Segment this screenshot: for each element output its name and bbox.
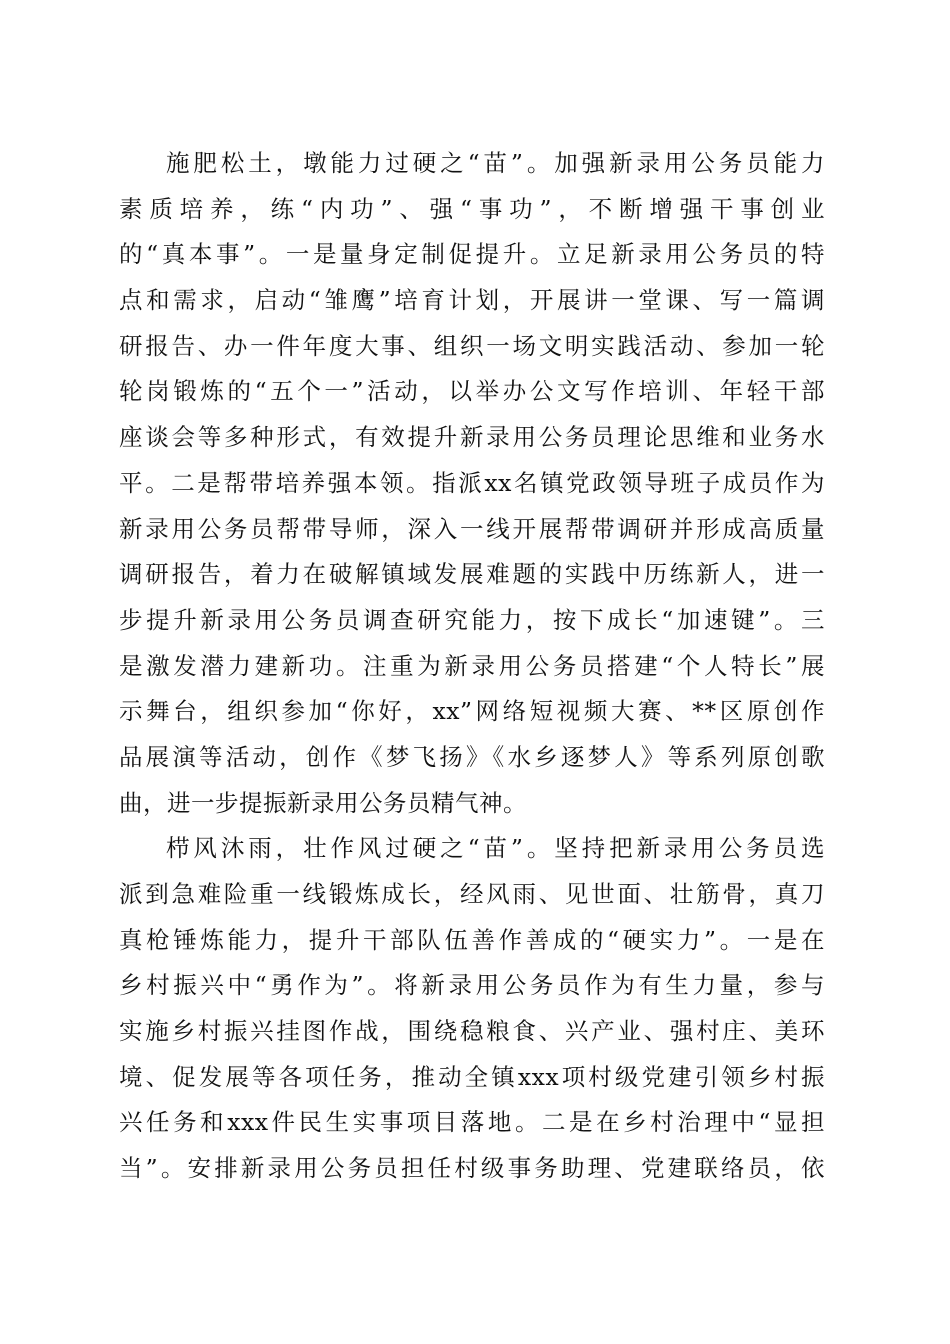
text-line: 境、促发展等各项任务，推动全镇xxx项村级党建引领乡村振 xyxy=(119,1062,825,1091)
text-line: 调研报告，着力在破解镇域发展难题的实践中历练新人，进一 xyxy=(119,560,825,589)
text-line: 研报告、办一件年度大事、组织一场文明实践活动、参加一轮 xyxy=(119,331,825,360)
paragraph-cultivation xyxy=(119,141,825,826)
text-line: 真枪锤炼能力，提升干部队伍善作善成的“硬实力”。一是在 xyxy=(119,925,825,954)
text-line: 座谈会等多种形式，有效提升新录用公务员理论思维和业务水 xyxy=(119,423,825,452)
text-line: 兴任务和xxx件民生实事项目落地。二是在乡村治理中“显担 xyxy=(119,1108,825,1137)
text-line: 实施乡村振兴挂图作战，围绕稳粮食、兴产业、强村庄、美环 xyxy=(119,1017,825,1046)
text-line: 点和需求，启动“雏鹰”培育计划，开展讲一堂课、写一篇调 xyxy=(119,286,825,315)
text-line: 曲，进一步提振新录用公务员精气神。 xyxy=(119,788,527,817)
text-line: 轮岗锻炼的“五个一”活动，以举办公文写作培训、年轻干部 xyxy=(119,377,825,406)
text-line: 素质培养，练“内功”、强“事功”，不断增强干事创业 xyxy=(119,194,825,223)
text-line: 品展演等活动，创作《梦飞扬》《水乡逐梦人》等系列原创歌 xyxy=(119,742,825,771)
body-text xyxy=(119,141,825,1192)
text-line: 乡村振兴中“勇作为”。将新录用公务员作为有生力量，参与 xyxy=(119,971,825,1000)
paragraph-tempering xyxy=(119,826,825,1192)
text-line: 栉风沐雨，壮作风过硬之“苗”。坚持把新录用公务员选 xyxy=(166,834,825,863)
text-line: 新录用公务员帮带导师，深入一线开展帮带调研并形成高质量 xyxy=(119,514,825,543)
text-line: 的“真本事”。一是量身定制促提升。立足新录用公务员的特 xyxy=(119,240,825,269)
text-line: 步提升新录用公务员调查研究能力，按下成长“加速键”。三 xyxy=(119,605,825,634)
text-line: 当”。安排新录用公务员担任村级事务助理、党建联络员，依 xyxy=(119,1154,825,1183)
text-line: 派到急难险重一线锻炼成长，经风雨、见世面、壮筋骨，真刀 xyxy=(119,880,825,908)
text-line: 示舞台，组织参加“你好，xx”网络短视频大赛、**区原创作 xyxy=(119,697,825,726)
text-line: 平。二是帮带培养强本领。指派xx名镇党政领导班子成员作为 xyxy=(119,468,825,497)
text-line: 是激发潜力建新功。注重为新录用公务员搭建“个人特长”展 xyxy=(119,651,825,680)
text-line: 施肥松土，墩能力过硬之“苗”。加强新录用公务员能力 xyxy=(166,149,825,177)
